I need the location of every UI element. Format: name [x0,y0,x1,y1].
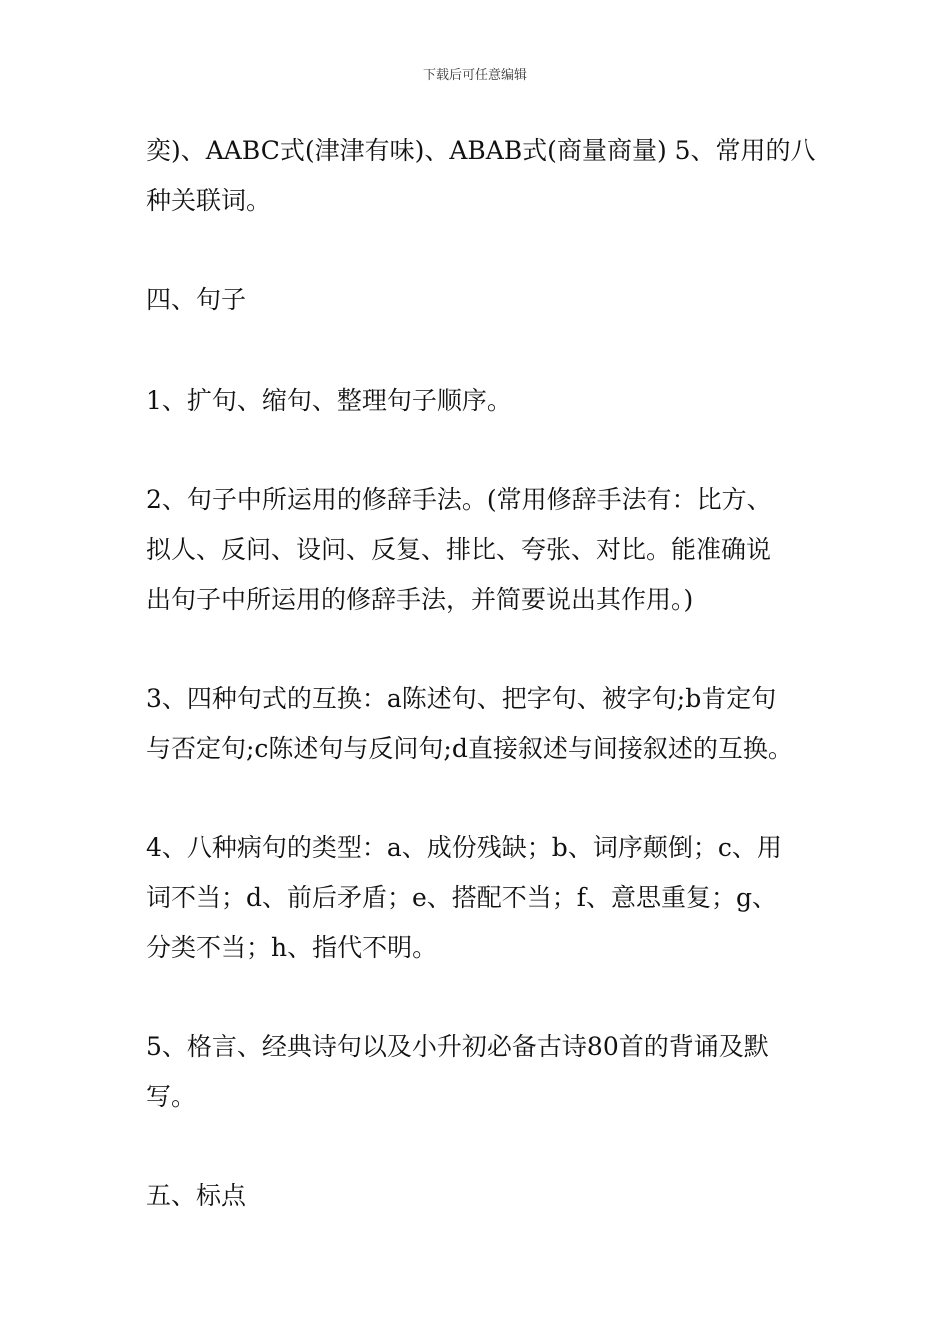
text-line: 词不当；d、前后矛盾；e、搭配不当；f、意思重复；g、 [146,883,778,912]
text-line: 写。 [146,1082,197,1111]
text-line: 种关联词。 [146,186,272,215]
text-line: 与否定句;c陈述句与反问句;d直接叙述与间接叙述的互换。 [146,734,793,763]
text-line: 出句子中所运用的修辞手法，并简要说出其作用。) [146,585,694,614]
page-header: 下载后可任意编辑 [422,68,527,83]
section-heading: 五、标点 [146,1181,247,1210]
section-heading: 四、句子 [146,285,247,314]
text-line: 2、句子中所运用的修辞手法。(常用修辞手法有：比方、 [146,485,772,514]
text-line: 1、扩句、缩句、整理句子顺序。 [146,386,512,415]
text-line: 4、八种病句的类型：a、成份残缺；b、词序颠倒；c、用 [146,833,782,862]
text-line: 奕)、AABC式(津津有味)、ABAB式(商量商量) 5、常用的八 [146,136,816,165]
text-line: 3、四种句式的互换：a陈述句、把字句、被字句;b肯定句 [146,684,777,713]
text-line: 拟人、反问、设问、反复、排比、夸张、对比。能准确说 [146,535,772,564]
text-line: 5、格言、经典诗句以及小升初必备古诗80首的背诵及默 [146,1032,769,1061]
text-line: 分类不当；h、指代不明。 [146,933,438,962]
